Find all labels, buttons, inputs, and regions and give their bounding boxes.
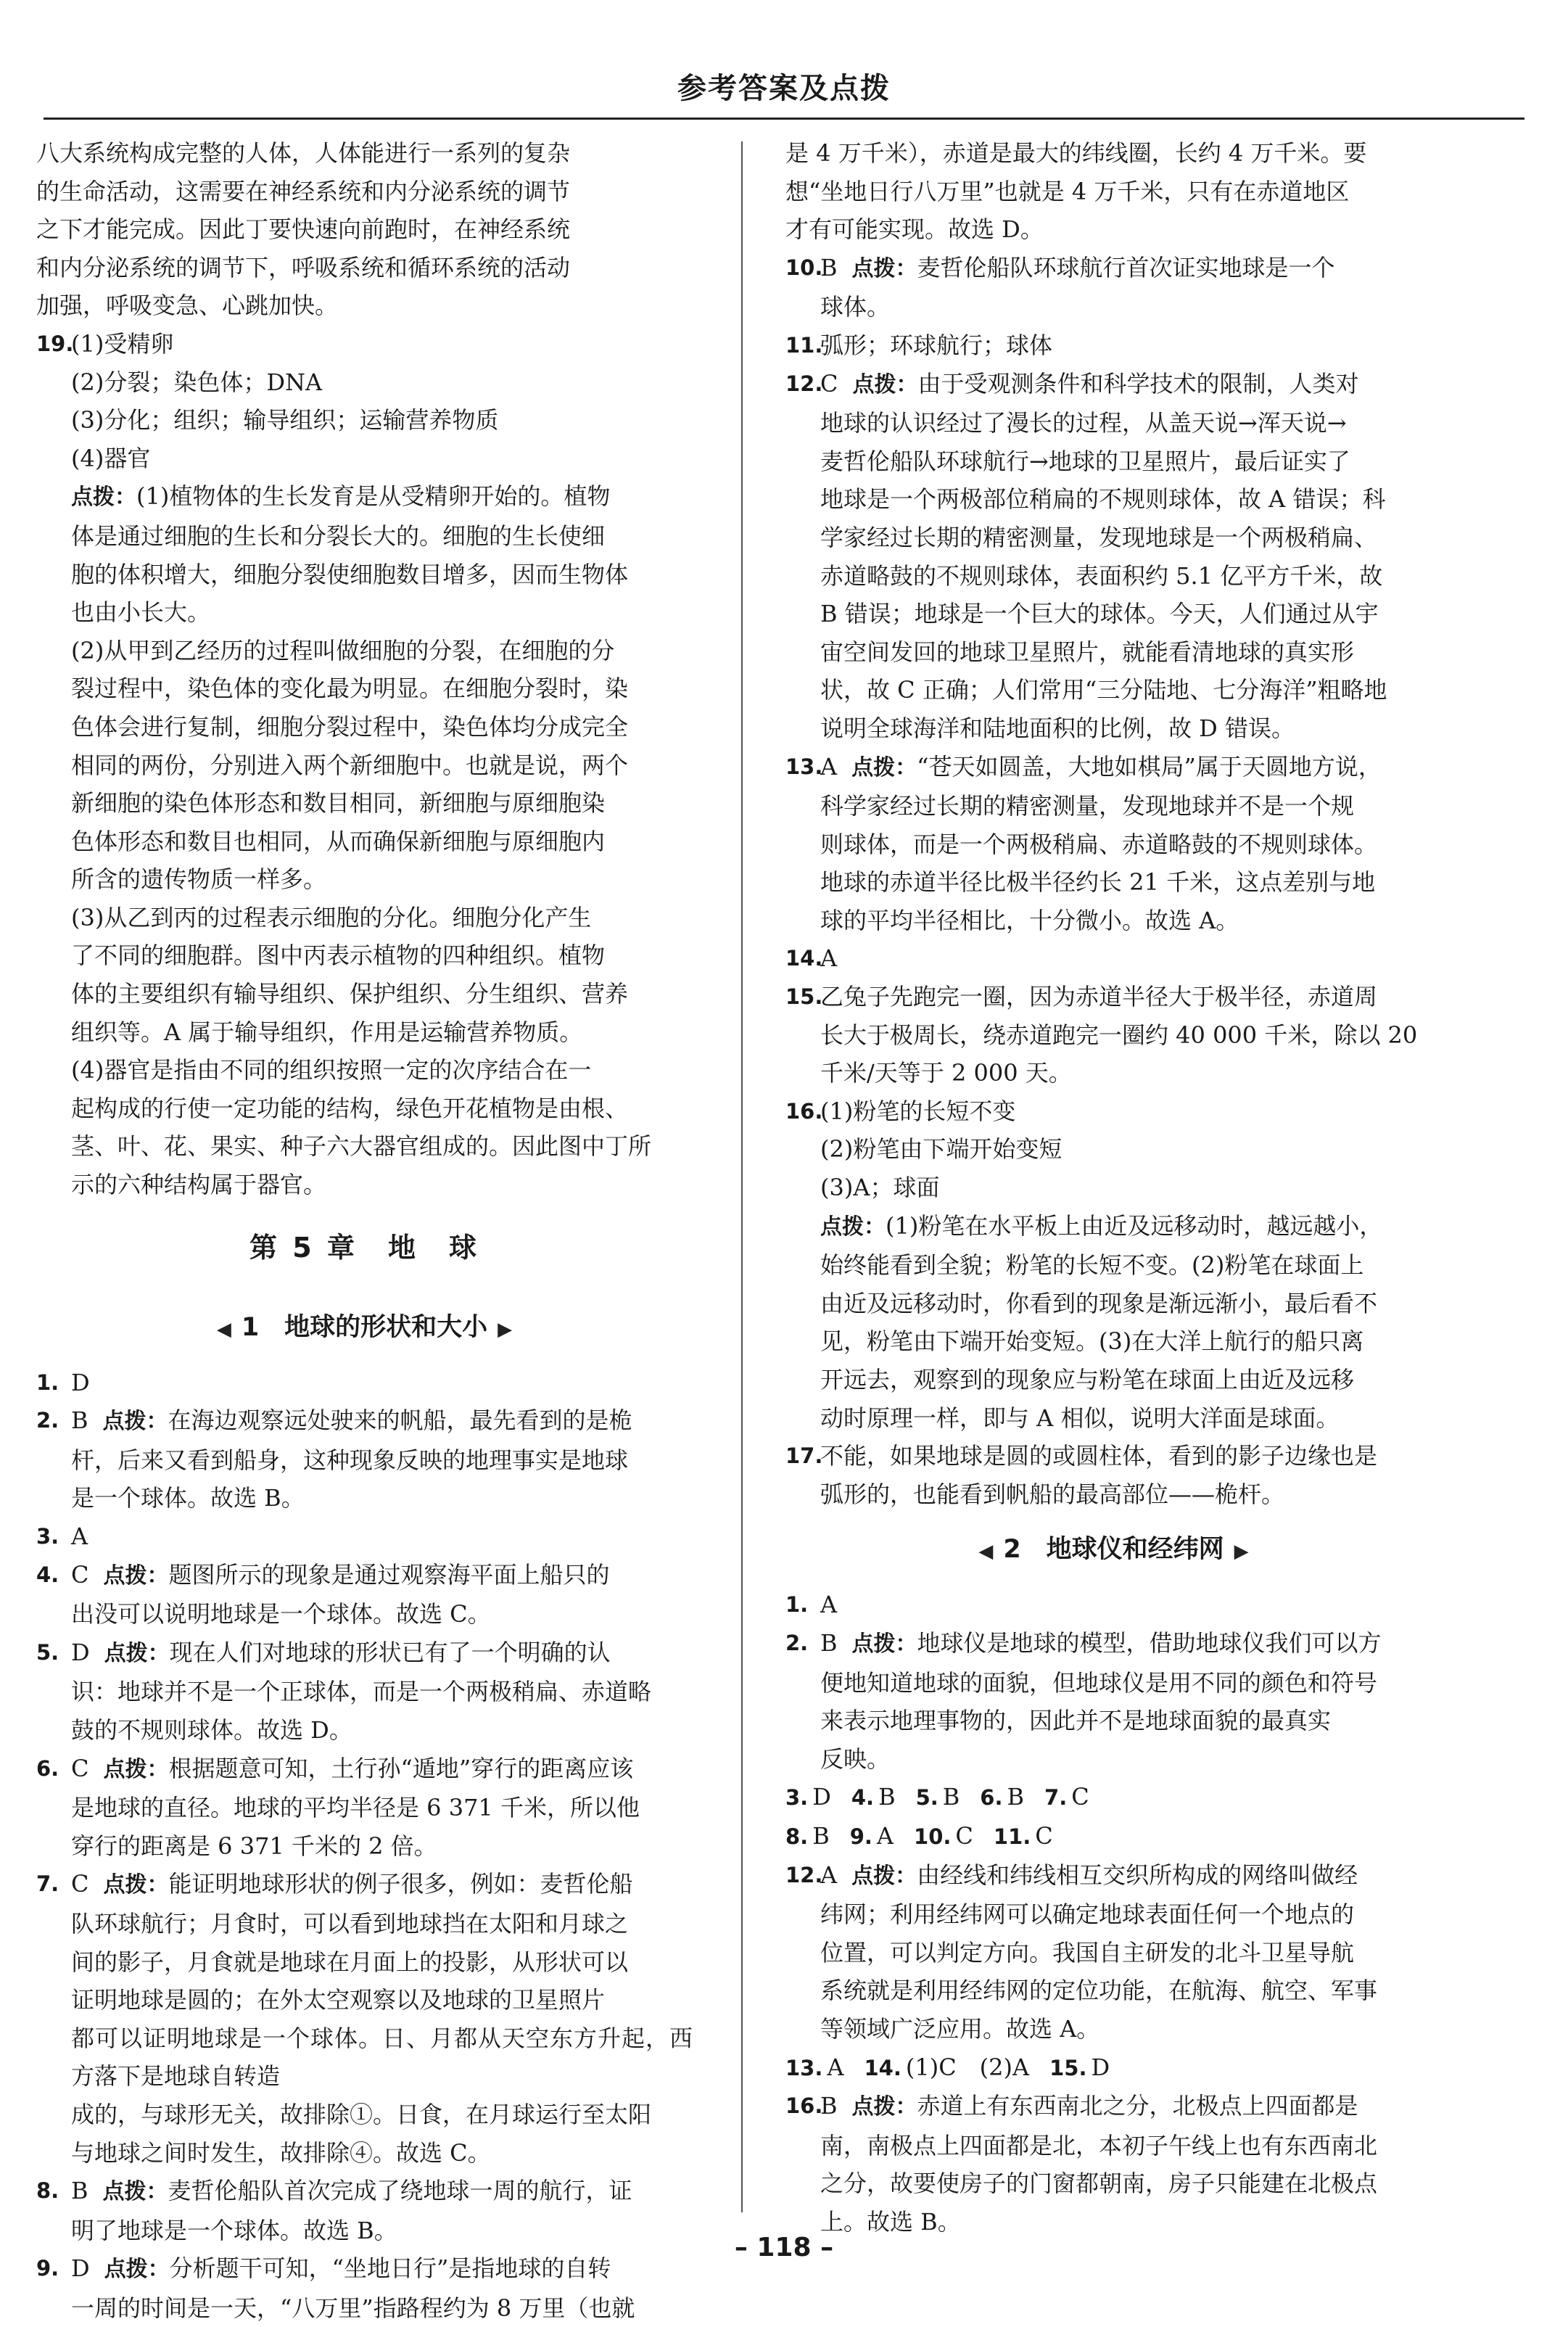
text-line: 便地知道地球的面貌，但地球仪是用不同的颜色和符号 bbox=[820, 1668, 1378, 1697]
inline-answer bbox=[1049, 2048, 1110, 2088]
answer-list bbox=[785, 2087, 1442, 2241]
answer-line: (1)粉笔的长短不变 bbox=[820, 1097, 1016, 1125]
inline-answer bbox=[785, 1778, 831, 1817]
text-line: 出没可以说明地球是一个球体。故选 C。 bbox=[71, 1600, 491, 1628]
question-number: 1. bbox=[36, 1370, 59, 1395]
hint-text: 组织等。A 属于输导组织，作用是运输营养物质。 bbox=[71, 1018, 583, 1046]
text-line: 才有可能实现。故选 D。 bbox=[785, 215, 1044, 244]
hint-text: (1)植物体的生长发育是从受精卵开始的。植物 bbox=[136, 482, 611, 511]
right-triangle-icon: ▶ bbox=[1234, 1541, 1249, 1563]
hint-text: 地球仪是地球的模型，借助地球仪我们可以方 bbox=[917, 1628, 1382, 1657]
answer-choice: C bbox=[820, 369, 838, 398]
hint-label: 点拨： bbox=[851, 1631, 917, 1657]
hint-text: (3)从乙到丙的过程表示细胞的分化。细胞分化产生 bbox=[71, 903, 592, 931]
answer-choice: D bbox=[1091, 2053, 1110, 2081]
text-line: 鼓的不规则球体。故选 D。 bbox=[71, 1716, 352, 1744]
hint-text: 由于受观测条件和科学技术的限制，人类对 bbox=[917, 369, 1359, 398]
page-number: – 118 – bbox=[734, 2233, 834, 2262]
text-line: 弧形的，也能看到帆船的最高部位——桅杆。 bbox=[820, 1480, 1285, 1508]
hint-text: 现在人们对地球的形状已有了一个明确的认 bbox=[169, 1638, 611, 1666]
question-body bbox=[820, 365, 1442, 748]
text-line: 长大于极周长，绕赤道跑完一圈约 40 000 千米，除以 20 bbox=[820, 1021, 1418, 1049]
question-number: 9. bbox=[36, 2256, 59, 2281]
answer-line bbox=[820, 365, 1442, 405]
hint-text: 始终能看到全貌；粉笔的长短不变。(2)粉笔在球面上 bbox=[820, 1251, 1364, 1280]
chapter-title: 第 5 章 地 球 bbox=[249, 1231, 479, 1264]
question-item bbox=[785, 326, 1442, 365]
text-line: 球体。 bbox=[820, 293, 891, 321]
question-body bbox=[71, 1634, 693, 1750]
hint-label: 点拨： bbox=[103, 1756, 169, 1782]
hint-text: 裂过程中，染色体的变化最为明显。在细胞分裂时，染 bbox=[71, 675, 629, 703]
text-line: 杆，后来又看到船身，这种现象反映的地理事实是地球 bbox=[71, 1446, 629, 1474]
text-line: 和内分泌系统的调节下，呼吸系统和循环系统的活动 bbox=[36, 253, 571, 281]
hint-text: 分析题干可知，“坐地日行”是指地球的自转 bbox=[169, 2254, 611, 2283]
text-line: 麦哲伦船队环球航行→地球的卫星照片，最后证实了 bbox=[820, 447, 1350, 475]
inline-answer bbox=[994, 1817, 1053, 1856]
hint-label: 点拨： bbox=[851, 1863, 917, 1889]
question-item bbox=[785, 1437, 1442, 1513]
answer-list bbox=[36, 1364, 693, 2327]
text-line: 赤道略鼓的不规则球体，表面积约 5.1 亿平方千米，故 bbox=[820, 561, 1383, 590]
page-header bbox=[44, 67, 1524, 120]
text-line: 一周的时间是一天，“八万里”指路程约为 8 万里（也就 bbox=[71, 2294, 635, 2322]
hint-label: 点拨： bbox=[820, 1214, 886, 1240]
text-line: A bbox=[820, 944, 838, 973]
question-item bbox=[785, 365, 1442, 748]
answer-line bbox=[71, 1865, 693, 1905]
hint-text: (4)器官是指由不同的组织按照一定的次序结合在一 bbox=[71, 1056, 592, 1084]
answer-line bbox=[820, 1624, 1442, 1664]
question-number: 12. bbox=[785, 371, 823, 396]
answer-line: (3)分化；组织；输导组织；运输营养物质 bbox=[71, 406, 499, 434]
question-item bbox=[36, 1401, 693, 1517]
answer-choice: D bbox=[71, 1638, 90, 1666]
text-line: (2)粉笔由下端开始变短 bbox=[820, 1135, 1062, 1164]
text-line: 证明地球是圆的；在外太空观察以及地球的卫星照片 bbox=[71, 1986, 606, 2014]
question-number: 6. bbox=[980, 1785, 1003, 1811]
question-number: 8. bbox=[36, 2178, 59, 2204]
answer-choice: C bbox=[71, 1560, 89, 1589]
hint-text: 在海边观察远处驶来的帆船，最先看到的是桅 bbox=[168, 1407, 632, 1435]
question-number: 19. bbox=[36, 331, 74, 356]
question-item bbox=[785, 1586, 1442, 1624]
question-number: 1. bbox=[785, 1592, 809, 1618]
question-body bbox=[71, 1865, 693, 2172]
question-number: 2. bbox=[785, 1630, 809, 1655]
text-line: 地球的赤道半径比极半径约长 21 千米，这点差别与地 bbox=[820, 868, 1376, 897]
answer-line bbox=[71, 1556, 693, 1596]
inline-answer bbox=[864, 2048, 1029, 2088]
question-number: 5. bbox=[915, 1785, 938, 1811]
question-body bbox=[820, 326, 1442, 365]
hint-text: 开远去，观察到的现象应与粉笔在球面上由近及远移 bbox=[820, 1366, 1355, 1393]
text-line: 是 4 万千米），赤道是最大的纬线圈，长约 4 万千米。要 bbox=[785, 139, 1367, 167]
question-number: 12. bbox=[785, 1862, 823, 1887]
text-line: 来表示地理事物的，因此并不是地球面貌的最真实 bbox=[820, 1707, 1332, 1735]
text-line: 的生命活动，这需要在神经系统和内分泌系统的调节 bbox=[36, 177, 571, 205]
answer-choice: C bbox=[71, 1870, 89, 1898]
answer-list bbox=[785, 1856, 1442, 2048]
answer-choice: D bbox=[812, 1783, 831, 1811]
hint-text: 赤道上有东西南北之分，北极点上四面都是 bbox=[917, 2092, 1358, 2120]
question-item bbox=[36, 1634, 693, 1750]
hint-text: 由近及远移动时，你看到的现象是渐远渐小，最后看不 bbox=[820, 1289, 1378, 1317]
inline-answer bbox=[785, 1817, 830, 1856]
question-number: 13. bbox=[785, 754, 823, 779]
hint-text: 题图所示的现象是通过观察海平面上船只的 bbox=[168, 1560, 610, 1589]
question-body bbox=[71, 1364, 693, 1402]
question-number: 10. bbox=[914, 1824, 952, 1849]
hint-label: 点拨： bbox=[102, 1409, 168, 1435]
answer-choice: B bbox=[820, 1628, 838, 1657]
question-item bbox=[785, 1856, 1442, 2048]
answer-choice: (1)C (2)A bbox=[905, 2053, 1030, 2081]
answer-line: (2)分裂；染色体；DNA bbox=[71, 368, 323, 396]
answer-list bbox=[785, 249, 1442, 1514]
text-line: 识：地球并不是一个正球体，而是一个两极稍扁、赤道略 bbox=[71, 1678, 652, 1706]
answer-list bbox=[785, 1586, 1442, 1778]
text-line: 想“坐地日行八万里”也就是 4 万千米，只有在赤道地区 bbox=[785, 177, 1350, 205]
answer-line bbox=[820, 1856, 1442, 1896]
question-number: 16. bbox=[785, 2093, 823, 2119]
inline-answer bbox=[850, 1817, 894, 1856]
inline-answer bbox=[914, 1817, 973, 1856]
text-line: 千米/天等于 2 000 天。 bbox=[820, 1059, 1072, 1087]
hint-text: 体是通过细胞的生长和分裂长大的。细胞的生长使细 bbox=[71, 522, 606, 550]
inline-answer bbox=[851, 1778, 896, 1817]
text-line: D bbox=[71, 1368, 90, 1396]
hint-text: 动时原理一样，即与 A 相似，说明大洋面是球面。 bbox=[820, 1404, 1340, 1432]
answer-choice: A bbox=[820, 752, 838, 781]
text-line: 地球是一个两极部位稍扁的不规则球体，故 A 错误；科 bbox=[820, 485, 1386, 514]
section-title: 2 地球仪和经纬网 bbox=[1003, 1535, 1224, 1565]
hint-line bbox=[820, 1207, 1442, 1247]
intro-paragraph bbox=[36, 134, 693, 325]
question-item bbox=[36, 1750, 693, 1866]
text-line: 都可以证明地球是一个球体。日、月都从天空东方升起，西方落下是地球自转造 bbox=[71, 2024, 693, 2091]
question-body bbox=[820, 939, 1442, 978]
text-line: 球的平均半径相比，十分微小。故选 A。 bbox=[820, 906, 1239, 934]
answer-choice: A bbox=[827, 2053, 844, 2081]
text-line: 位置，可以判定方向。我国自主研发的北斗卫星导航 bbox=[820, 1938, 1355, 1966]
answer-choice: C bbox=[1035, 1821, 1053, 1850]
question-number: 3. bbox=[785, 1785, 809, 1811]
question-body bbox=[820, 978, 1442, 1092]
question-number: 11. bbox=[993, 1824, 1031, 1849]
hint-text: 新细胞的染色体形态和数目相同，新细胞与原细胞染 bbox=[71, 789, 606, 817]
question-number: 2. bbox=[36, 1408, 59, 1433]
question-number: 4. bbox=[36, 1562, 59, 1587]
hint-text: 所含的遗传物质一样多。 bbox=[71, 865, 327, 894]
hint-text: 茎、叶、花、果实、种子六大器官组成的。因此图中丁所 bbox=[71, 1132, 652, 1161]
text-line: 之下才能完成。因此丁要快速向前跑时，在神经系统 bbox=[36, 215, 571, 244]
left-triangle-icon: ◀ bbox=[978, 1541, 994, 1563]
question-number: 5. bbox=[36, 1639, 59, 1665]
text-line: 系统就是利用经纬网的定位功能，在航海、航空、军事 bbox=[820, 1977, 1378, 2005]
hint-label: 点拨： bbox=[104, 1640, 170, 1666]
question-body bbox=[71, 1556, 693, 1634]
answer-choice: C bbox=[71, 1754, 89, 1782]
question-item bbox=[36, 1556, 693, 1634]
text-line: B 错误；地球是一个巨大的球体。今天，人们通过从宇 bbox=[820, 600, 1379, 628]
text-line: 科学家经过长期的精密测量，发现地球并不是一个规 bbox=[820, 792, 1355, 820]
answer-row bbox=[785, 1817, 1442, 1856]
text-line: A bbox=[820, 1591, 838, 1619]
hint-text: 能证明地球形状的例子很多，例如：麦哲伦船 bbox=[168, 1870, 633, 1898]
question-item bbox=[36, 1364, 693, 1402]
question-number: 8. bbox=[785, 1824, 809, 1849]
question-number: 14. bbox=[785, 946, 823, 971]
answer-line bbox=[71, 2172, 693, 2212]
text-line: 宙空间发回的地球卫星照片，就能看清地球的真实形 bbox=[820, 638, 1355, 666]
section-title: 1 地球的形状和大小 bbox=[241, 1312, 488, 1342]
answer-line: (1)受精卵 bbox=[71, 329, 174, 358]
text-line: 纬网；利用经纬网可以确定地球表面任何一个地点的 bbox=[820, 1900, 1355, 1929]
hint-text: 色体形态和数目也相同，从而确保新细胞与原细胞内 bbox=[71, 827, 606, 855]
question-item bbox=[785, 249, 1442, 326]
text-line: 之分，故要使房子的门窗都朝南，房子只能建在北极点 bbox=[820, 2170, 1378, 2198]
hint-label: 点拨： bbox=[102, 2179, 168, 2205]
hint-text: (1)粉笔在水平板上由近及远移动时，越远越小， bbox=[886, 1211, 1383, 1240]
answer-line bbox=[71, 1634, 693, 1673]
inline-answer bbox=[1044, 1778, 1089, 1817]
question-body bbox=[71, 1750, 693, 1866]
answer-choice: B bbox=[812, 1821, 830, 1850]
answer-line bbox=[71, 1401, 693, 1441]
answer-choice: B bbox=[878, 1783, 896, 1811]
right-triangle-icon: ▶ bbox=[498, 1318, 513, 1340]
question-body bbox=[820, 1624, 1442, 1778]
left-triangle-icon: ◀ bbox=[216, 1318, 231, 1340]
answer-line: (4)器官 bbox=[71, 444, 151, 472]
header-title: 参考答案及点拨 bbox=[677, 72, 891, 105]
question-number: 7. bbox=[36, 1871, 59, 1897]
text-line: 说明全球海洋和陆地面积的比例，故 D 错误。 bbox=[820, 714, 1295, 742]
hint-text: (2)从甲到乙经历的过程叫做细胞的分裂，在细胞的分 bbox=[71, 636, 615, 664]
question-number: 10. bbox=[785, 255, 823, 280]
column-divider bbox=[741, 141, 743, 2212]
question-19 bbox=[36, 325, 693, 1204]
hint-text: 了不同的细胞群。图中丙表示植物的四种组织。植物 bbox=[71, 942, 606, 970]
right-column bbox=[785, 134, 1442, 2241]
question-body bbox=[71, 1401, 693, 1517]
answer-choice: A bbox=[820, 1861, 838, 1889]
answer-line bbox=[820, 249, 1442, 289]
answer-choice: A bbox=[876, 1821, 894, 1850]
question-item bbox=[785, 748, 1442, 940]
answer-choice: C bbox=[1071, 1783, 1089, 1811]
text-line: 是地球的直径。地球的平均半径是 6 371 千米，所以他 bbox=[71, 1794, 640, 1822]
question-number: 4. bbox=[851, 1785, 875, 1811]
question-number: 6. bbox=[36, 1755, 59, 1781]
text-line: 加强，呼吸变急、心跳加快。 bbox=[36, 292, 339, 320]
inline-answer bbox=[980, 1778, 1024, 1817]
question-number: 16. bbox=[785, 1098, 823, 1124]
answer-choice: B bbox=[1007, 1783, 1025, 1811]
answer-line bbox=[820, 2087, 1442, 2127]
answer-choice: B bbox=[820, 253, 838, 281]
hint-label: 点拨： bbox=[851, 255, 917, 281]
question-item bbox=[785, 1092, 1442, 1437]
question-number: 15. bbox=[785, 984, 823, 1010]
text-line: 弧形；环球航行；球体 bbox=[820, 331, 1053, 359]
text-line: 状，故 C 正确；人们常用“三分陆地、七分海洋”粗略地 bbox=[820, 676, 1387, 704]
answer-line bbox=[71, 1750, 693, 1789]
answer-choice: B bbox=[820, 2092, 838, 2120]
text-line: 成的，与球形无关，故排除①。日食，在月球运行至太阳 bbox=[71, 2100, 652, 2128]
text-line: 是一个球体。故选 B。 bbox=[71, 1484, 305, 1512]
text-line: (3)A；球面 bbox=[820, 1174, 940, 1202]
answer-row bbox=[785, 2048, 1442, 2088]
answer-choice: C bbox=[955, 1821, 973, 1850]
question-number: 14. bbox=[864, 2055, 901, 2080]
question-body bbox=[820, 1092, 1442, 1437]
hint-text: 胞的体积增大，细胞分裂使细胞数目增多，因而生物体 bbox=[71, 560, 629, 588]
question-item bbox=[785, 2087, 1442, 2241]
text-line: 南，南极点上四面都是北，本初子午线上也有东西南北 bbox=[820, 2131, 1378, 2159]
left-column bbox=[36, 134, 693, 2327]
hint-label: 点拨： bbox=[851, 2094, 917, 2120]
text-line: 队环球航行；月食时，可以看到地球挡在太阳和月球之 bbox=[71, 1909, 629, 1937]
question-item bbox=[785, 1624, 1442, 1778]
question-body bbox=[820, 2087, 1442, 2241]
text-line: 反映。 bbox=[820, 1745, 891, 1773]
text-line: 则球体，而是一个两极稍扁、赤道略鼓的不规则球体。 bbox=[820, 830, 1378, 858]
hint-label: 点拨： bbox=[104, 2257, 170, 2283]
question-number: 15. bbox=[1049, 2055, 1087, 2080]
question-body bbox=[71, 1517, 693, 1556]
answer-choice: B bbox=[71, 2177, 88, 2205]
hint-text: 起构成的行使一定功能的结构，绿色开花植物是由根、 bbox=[71, 1094, 629, 1122]
hint-text: 麦哲伦船队首次完成了绕地球一周的航行，证 bbox=[168, 2177, 632, 2205]
answer-line: 乙兔子先跑完一圈，因为赤道半径大于极半径，赤道周 bbox=[820, 983, 1378, 1011]
text-line: 与地球之间时发生，故排除④。故选 C。 bbox=[71, 2138, 491, 2167]
text-line: 穿行的距离是 6 371 千米的 2 倍。 bbox=[71, 1832, 437, 1860]
continuation bbox=[785, 134, 1442, 249]
question-number: 11. bbox=[785, 332, 823, 358]
answer-row bbox=[785, 1778, 1442, 1817]
hint-label: 点拨： bbox=[103, 1872, 169, 1898]
question-body bbox=[820, 249, 1442, 326]
hint-label: 点拨： bbox=[852, 371, 918, 398]
hint-label: 点拨： bbox=[71, 485, 136, 511]
question-item bbox=[785, 939, 1442, 978]
hint-text: 见，粉笔由下端开始变短。(3)在大洋上航行的船只离 bbox=[820, 1327, 1364, 1356]
answer-choice: B bbox=[71, 1407, 88, 1435]
hint-text: 色体会进行复制，细胞分裂过程中，染色体均分成完全 bbox=[71, 712, 629, 741]
question-item bbox=[36, 1865, 693, 2172]
hint-text: 由经线和纬线相互交织所构成的网络叫做经 bbox=[917, 1861, 1358, 1889]
inline-answer bbox=[916, 1778, 960, 1817]
hint-text: 根据题意可知，土行孙“遁地”穿行的距离应该 bbox=[168, 1754, 634, 1782]
answer-choice: D bbox=[71, 2254, 90, 2283]
hint-label: 点拨： bbox=[103, 1562, 169, 1589]
question-number: 3. bbox=[36, 1524, 59, 1549]
hint-text: 相同的两份，分别进入两个新细胞中。也就是说，两个 bbox=[71, 751, 629, 779]
answer-choice: B bbox=[942, 1783, 960, 1811]
question-body bbox=[820, 1437, 1442, 1513]
question-item bbox=[785, 978, 1442, 1092]
hint-text: 示的六种结构属于器官。 bbox=[71, 1171, 327, 1199]
answer-line bbox=[820, 748, 1442, 788]
hint-line bbox=[71, 477, 693, 517]
question-body bbox=[820, 748, 1442, 940]
section-heading-1 bbox=[36, 1291, 693, 1364]
text-line: 上。故选 B。 bbox=[820, 2207, 961, 2236]
hint-text: 麦哲伦船队环球航行首次证实地球是一个 bbox=[917, 253, 1335, 281]
question-body bbox=[820, 1856, 1442, 2048]
hint-text: 也由小长大。 bbox=[71, 598, 211, 627]
text-line: 等领域广泛应用。故选 A。 bbox=[820, 2014, 1100, 2043]
hint-label: 点拨： bbox=[851, 754, 917, 781]
answer-line: 不能，如果地球是圆的或圆柱体，看到的影子边缘也是 bbox=[820, 1442, 1378, 1470]
text-line: 八大系统构成完整的人体，人体能进行一系列的复杂 bbox=[36, 139, 571, 167]
inline-answer bbox=[785, 2048, 843, 2088]
text-line: 间的影子，月食就是地球在月面上的投影，从形状可以 bbox=[71, 1948, 629, 1976]
hint-text: “苍天如圆盖，大地如棋局”属于天圆地方说， bbox=[917, 752, 1382, 781]
section-heading-2 bbox=[785, 1513, 1442, 1586]
question-number: 9. bbox=[849, 1824, 872, 1849]
text-line: A bbox=[71, 1523, 88, 1550]
question-number: 17. bbox=[785, 1443, 823, 1469]
question-item bbox=[36, 1517, 693, 1556]
hint-text: 体的主要组织有输导组织、保护组织、分生组织、营养 bbox=[71, 980, 629, 1008]
question-body bbox=[820, 1586, 1442, 1624]
question-number: 13. bbox=[785, 2055, 823, 2080]
question-number: 7. bbox=[1044, 1785, 1068, 1811]
text-line: 明了地球是一个球体。故选 B。 bbox=[71, 2216, 397, 2244]
text-line: 地球的认识经过了漫长的过程，从盖天说→浑天说→ bbox=[820, 409, 1347, 437]
text-line: 学家经过长期的精密测量，发现地球是一个两极稍扁、 bbox=[820, 523, 1378, 551]
